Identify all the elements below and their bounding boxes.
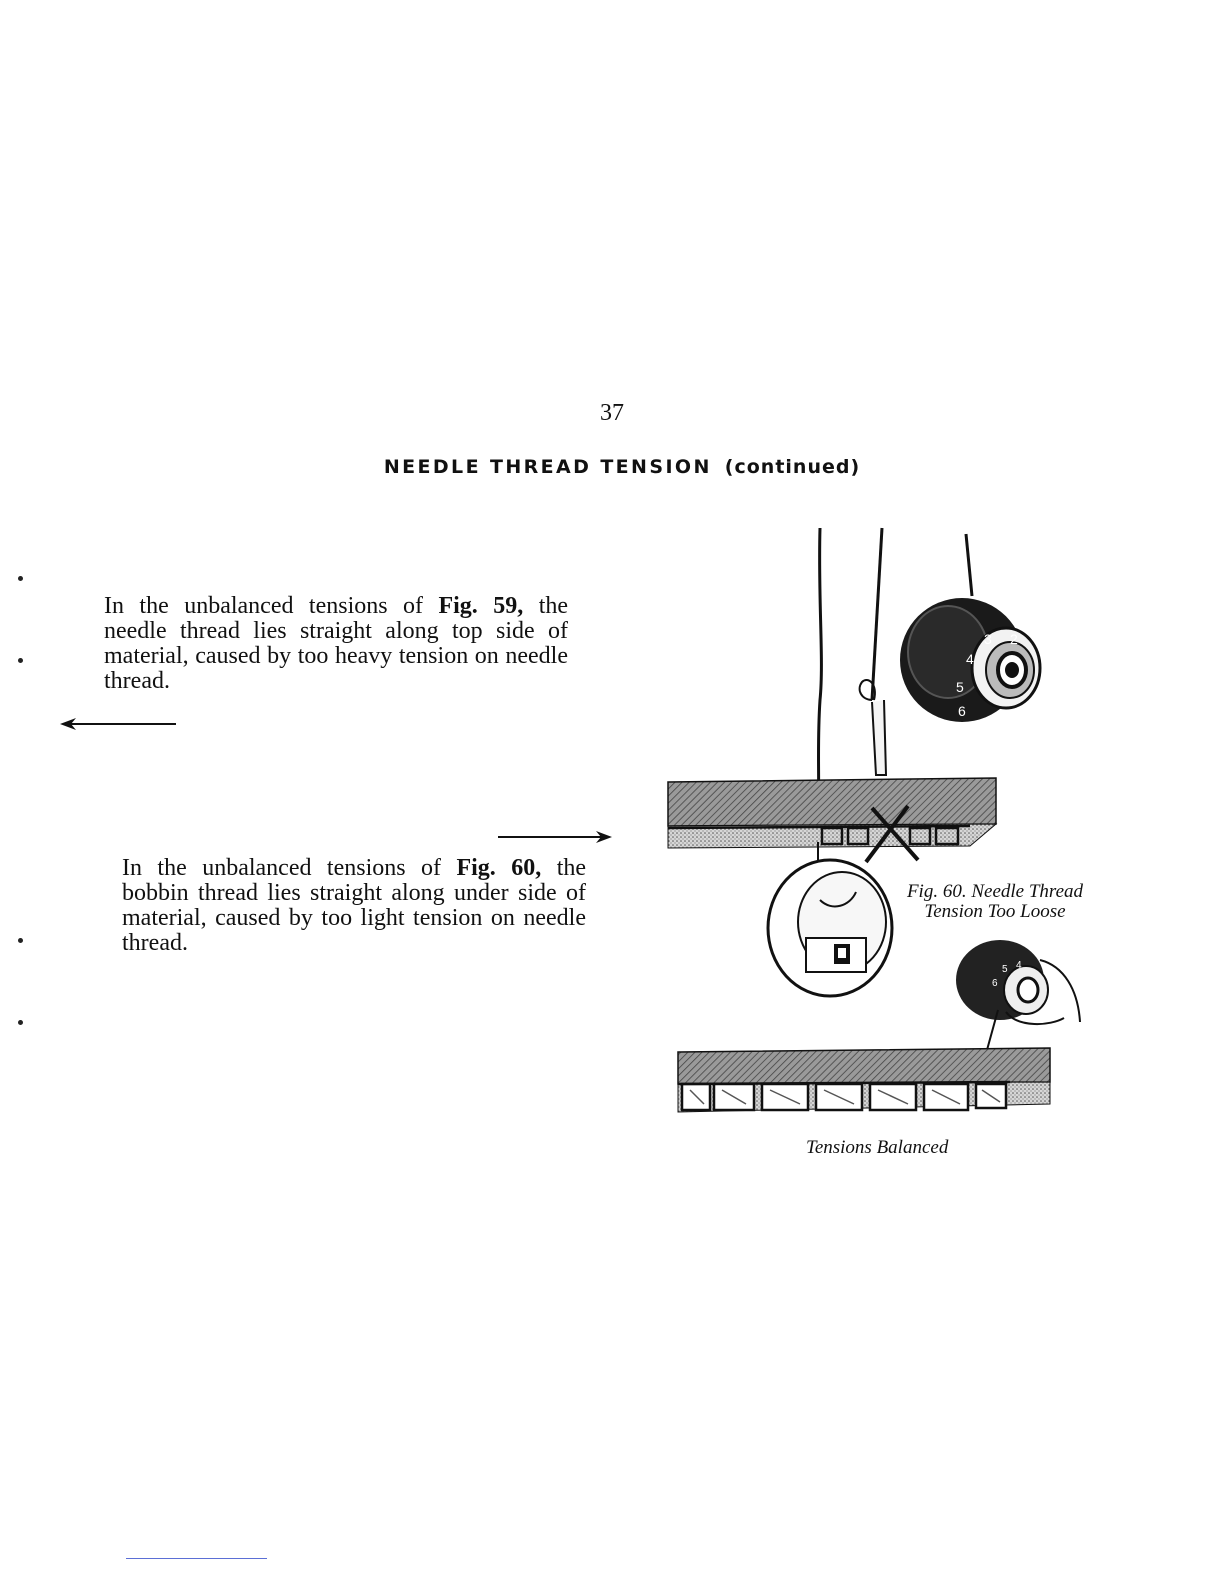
paragraph-fig59 (104, 594, 568, 694)
caption-line: Fig. 60. Needle Thread (906, 881, 1084, 902)
tension-illustration (660, 520, 1100, 1130)
dial-number: 5 (956, 679, 964, 695)
heading-title: NEEDLE THREAD TENSION (383, 456, 712, 478)
left-arrow-icon (58, 715, 180, 733)
figure-caption (898, 882, 1092, 922)
page-number: 37 (600, 400, 624, 426)
dial-number: 2 (1010, 631, 1018, 647)
fig-reference: Fig. 60, (456, 855, 542, 881)
dial-number: 6 (958, 703, 966, 719)
paragraph-text: the needle thread lies straight along top side of material, caused by too heavy tension on needle thread. (104, 593, 569, 694)
tension-dial-icon (900, 598, 1040, 722)
fig-reference: Fig. 59, (438, 593, 524, 619)
margin-dot (18, 576, 23, 581)
right-arrow-icon (496, 828, 614, 846)
bobbin-case-icon (768, 842, 892, 996)
paragraph-text: In the unbalanced tensions of (104, 593, 439, 619)
margin-dot (18, 1020, 23, 1025)
paragraph-text: In the unbalanced tensions of (122, 855, 457, 881)
dial-number: 3 (984, 631, 992, 647)
dial-number: 4 (966, 651, 974, 667)
section-heading (0, 456, 1224, 478)
heading-suffix: (continued) (724, 456, 861, 478)
paragraph-text: the bobbin thread lies straight along under side of material, caused by too light tension on needle thread. (122, 855, 587, 956)
balanced-caption: Tensions Balanced (806, 1137, 949, 1158)
dial-number: 4 (1016, 960, 1022, 971)
dial-number: 5 (1002, 964, 1008, 975)
dial-number: 6 (992, 978, 998, 989)
caption-line: Tension Too Loose (924, 901, 1066, 922)
footnote-rule (126, 1558, 267, 1559)
margin-dot (18, 658, 23, 663)
margin-dot (18, 938, 23, 943)
paragraph-fig60 (122, 856, 586, 956)
